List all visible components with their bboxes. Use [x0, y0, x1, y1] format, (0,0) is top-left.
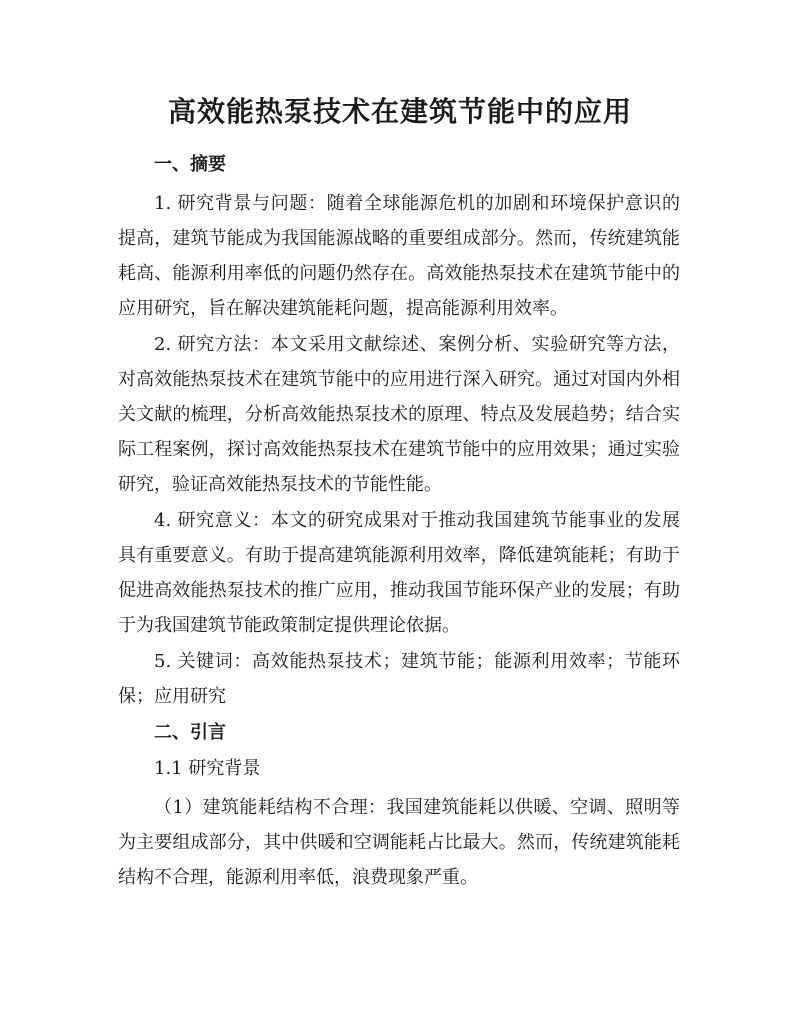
abstract-paragraph-methods: 2. 研究方法：本文采用文献综述、案例分析、实验研究等方法，对高效能热泵技术在建筑节能中的应用进行深入研究。通过对国内外相关文献的梳理，分析高效能热泵技术的原理、特点及发展趋势；结合实际工程案例，探讨高效能热泵技术在建筑节能中的应用效果；通过实验研究，验证高效能热泵技术的节能性能。	[118, 334, 680, 495]
document-body	[118, 148, 680, 895]
document-title: 高效能热泵技术在建筑节能中的应用	[167, 95, 632, 128]
abstract-paragraph-background: 1. 研究背景与问题：随着全球能源危机的加剧和环境保护意识的提高，建筑节能成为我国能源战略的重要组成部分。然而，传统建筑能耗高、能源利用率低的问题仍然存在。高效能热泵技术在建筑节能中的应用研究，旨在解决建筑能耗问题，提高能源利用效率。	[118, 193, 680, 319]
abstract-paragraph-significance: 4. 研究意义：本文的研究成果对于推动我国建筑节能事业的发展具有重要意义。有助于提高建筑能源利用效率，降低建筑能耗；有助于促进高效能热泵技术的推广应用，推动我国节能环保产业的发展；有助于为我国建筑节能政策制定提供理论依据。	[118, 510, 680, 636]
subsection-heading-background: 1.1 研究背景	[154, 758, 261, 779]
abstract-paragraph-keywords: 5. 关键词：高效能热泵技术；建筑节能；能源利用效率；节能环保；应用研究	[118, 651, 680, 707]
section-heading-introduction: 二、引言	[154, 722, 226, 743]
intro-paragraph-energy-structure: （1）建筑能耗结构不合理：我国建筑能耗以供暖、空调、照明等为主要组成部分，其中供暖和空调能耗占比最大。然而，传统建筑能耗结构不合理，能源利用率低，浪费现象严重。	[118, 797, 680, 888]
section-heading-abstract: 一、摘要	[154, 154, 226, 175]
